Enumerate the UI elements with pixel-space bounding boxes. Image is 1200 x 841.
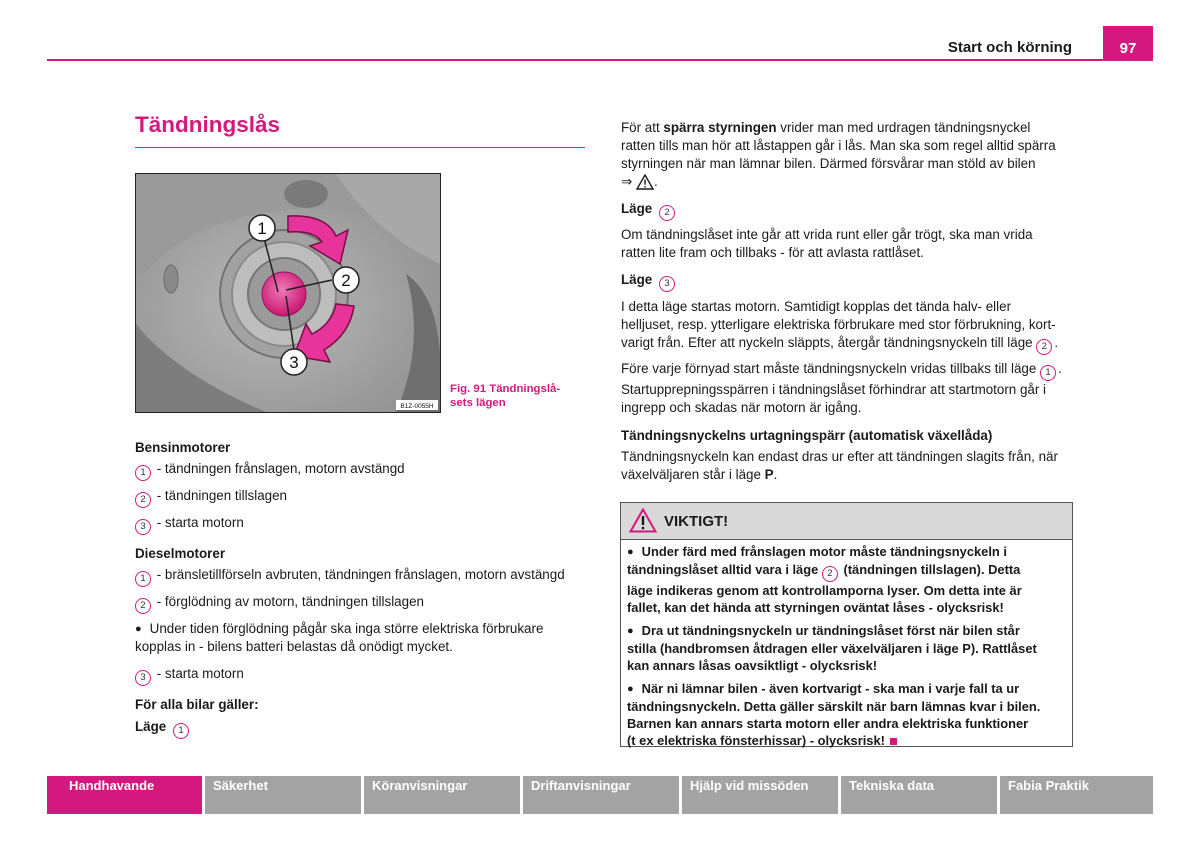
paragraph-lage-3 xyxy=(621,298,1058,355)
warning-title: VIKTIGT! xyxy=(664,513,729,530)
list-item-text: - förglödning av motorn, tändningen tillslagen xyxy=(153,594,424,609)
arrow-icon: ⇒ xyxy=(621,174,633,189)
paragraph-restart xyxy=(621,360,1062,417)
text-run: . xyxy=(1054,335,1059,350)
text-run: tändningslåset alltid vara i läge xyxy=(627,562,822,577)
header-rule xyxy=(47,59,1153,61)
list-item xyxy=(135,665,244,686)
figure-caption xyxy=(450,382,590,410)
figure-caption-line2: sets lägen xyxy=(450,397,506,409)
tab-fabia-praktik[interactable]: Fabia Praktik xyxy=(1000,776,1153,814)
text-run: växelväljaren står i läge xyxy=(621,467,765,482)
page-number-box xyxy=(1103,26,1153,61)
list-item xyxy=(135,593,424,614)
chapter-nav xyxy=(47,776,1153,814)
text-line: Startupprepningsspärren i tändningslåset förhindrar att startmotorn går i xyxy=(621,382,1047,397)
text-run-bold: spärra styrningen xyxy=(663,120,777,135)
callout-1: 1 xyxy=(257,219,267,238)
figure-caption-line1: Fig. 91 Tändningslå- xyxy=(450,383,561,395)
warning-item xyxy=(627,622,1066,674)
text-line: Dra ut tändningsnyckeln ur tändningslåset först när bilen står xyxy=(641,623,1020,638)
text-line: stilla (handbromsen åtdragen eller växelväljaren i läge P). Rattlåset xyxy=(627,641,1037,656)
section-title: Start och körning xyxy=(947,39,1072,56)
list-item-text: - starta motorn xyxy=(153,666,244,681)
key-lock-heading: Tändningsnyckelns urtagningspärr (automatisk växellåda) xyxy=(621,428,993,443)
text-line: Barnen kan annars starta motorn eller andra elektriska funktioner xyxy=(627,716,1029,731)
tab-tekniska-data[interactable]: Tekniska data xyxy=(841,776,997,814)
diesel-heading: Dieselmotorer xyxy=(135,546,226,561)
position-marker: 2 xyxy=(1036,339,1052,355)
text-line: tändningsnyckeln. Detta gäller särskilt när barn lämnas kvar i bilen. xyxy=(627,699,1041,714)
text-line: I detta läge startas motorn. Samtidigt kopplas det tända halv- eller xyxy=(621,299,1012,314)
warning-triangle-icon xyxy=(629,508,657,533)
position-marker: 1 xyxy=(135,465,151,481)
text-run: För att xyxy=(621,120,664,135)
tab-koranvisningar[interactable]: Köranvisningar xyxy=(364,776,520,814)
list-item-text: - tändningen tillslagen xyxy=(153,488,287,503)
position-marker: 1 xyxy=(173,723,189,739)
position-marker: 3 xyxy=(659,276,675,292)
list-item-text: - tändningen frånslagen, motorn avstängd xyxy=(153,461,405,476)
warning-box xyxy=(620,502,1073,747)
text-line: Om tändningslåset inte går att vrida runt eller går trögt, ska man vrida xyxy=(621,227,1033,242)
tab-handhavande[interactable]: Handhavande xyxy=(47,776,202,814)
text-run: . xyxy=(1058,361,1062,376)
warning-header xyxy=(621,503,1072,540)
text-line: helljuset, resp. ytterligare elektriska förbrukare med stor förbrukning, kort- xyxy=(621,317,1056,332)
warning-triangle-icon xyxy=(636,174,654,190)
ignition-lock-figure xyxy=(135,173,441,413)
paragraph-lage-2 xyxy=(621,226,1033,262)
text-line: ingrepp och skadas när motorn är igång. xyxy=(621,400,862,415)
position-marker: 2 xyxy=(822,566,838,582)
list-item xyxy=(135,514,244,535)
warning-body xyxy=(627,543,1066,755)
page-number: 97 xyxy=(1119,40,1137,57)
figure-code: B1Z-0055H xyxy=(400,403,434,410)
end-marker-icon xyxy=(890,738,897,745)
page-title: Tändningslås xyxy=(135,112,281,137)
text-line: ratten tills man hör att låstappen går i lås. Man ska som regel alltid spärra xyxy=(621,138,1056,153)
text-line: Tändningsnyckeln kan endast dras ur efter att tändningen slagits från, när xyxy=(621,449,1058,464)
bensin-heading: Bensinmotorer xyxy=(135,440,231,455)
warning-item xyxy=(627,680,1066,749)
position-marker: 1 xyxy=(1040,365,1056,381)
ignition-lock-illustration xyxy=(136,174,440,412)
bullet-icon: ● xyxy=(627,683,634,695)
bullet-icon: ● xyxy=(135,623,142,635)
all-cars-heading: För alla bilar gäller: xyxy=(135,697,259,712)
diesel-note xyxy=(135,620,543,656)
text-run: . xyxy=(653,174,658,189)
paragraph-key-lock xyxy=(621,448,1058,484)
position-marker: 3 xyxy=(135,670,151,686)
diesel-note-line1: Under tiden förglödning pågår ska inga större elektriska förbrukare xyxy=(149,621,544,636)
paragraph-steering-lock xyxy=(621,119,1056,191)
text-run: . xyxy=(773,467,778,482)
position-marker: 2 xyxy=(135,598,151,614)
tab-driftanvisningar[interactable]: Driftanvisningar xyxy=(523,776,679,814)
position-marker: 3 xyxy=(135,519,151,535)
text-line: styrningen när man lämnar bilen. Därmed försvårar man stöld av bilen xyxy=(621,156,1036,171)
position-marker: 2 xyxy=(135,492,151,508)
callout-3: 3 xyxy=(289,353,299,372)
tab-sakerhet[interactable]: Säkerhet xyxy=(205,776,361,814)
text-line: Under färd med frånslagen motor måste tändningsnyckeln i xyxy=(641,544,1007,559)
text-run: vrider man med urdragen tändningsnyckel xyxy=(776,120,1031,135)
lage-3-heading xyxy=(621,271,677,292)
bullet-icon: ● xyxy=(627,625,634,637)
list-item-text: - starta motorn xyxy=(153,515,244,530)
text-run: (tändningen tillslagen). Detta xyxy=(839,562,1021,577)
text-line: kan annars låsas oavsiktligt - olycksrisk! xyxy=(627,658,878,673)
diesel-note-line2: kopplas in - bilens batteri belastas då onödigt mycket. xyxy=(135,639,453,654)
position-marker: 1 xyxy=(135,571,151,587)
text-run: varigt från. Efter att nyckeln släppts, återgår tändningsnyckeln till läge xyxy=(621,335,1037,350)
warning-item xyxy=(627,543,1066,616)
callout-2: 2 xyxy=(341,271,351,290)
lage-label: Läge xyxy=(621,272,653,287)
text-line: När ni lämnar bilen - även kortvarigt - ska man i varje fall ta ur xyxy=(641,681,1020,696)
bullet-icon: ● xyxy=(627,546,634,558)
text-run: Före varje förnyad start måste tändningsnyckeln vridas tillbaks till läge xyxy=(621,361,1041,376)
text-run-bold: P xyxy=(764,467,774,482)
list-item xyxy=(135,566,565,587)
list-item xyxy=(135,487,287,508)
text-line: läge indikeras genom att kontrollamporna lyser. Om detta inte är xyxy=(627,583,1022,598)
text-line: ratten lite fram och tillbaks - för att avlasta rattlåset. xyxy=(621,245,924,260)
tab-hjalp-vid-missoden[interactable]: Hjälp vid missöden xyxy=(682,776,838,814)
title-rule xyxy=(135,147,585,148)
text-line: (t ex elektriska fönsterhissar) - olycksrisk! xyxy=(627,733,885,748)
lage-label: Läge xyxy=(135,719,167,734)
lage-1-heading xyxy=(135,718,191,739)
list-item-text: - bränsletillförseln avbruten, tändningen frånslagen, motorn avstängd xyxy=(153,567,565,582)
position-marker: 2 xyxy=(659,205,675,221)
text-line: fallet, kan det hända att styrningen oväntat låses - olycksrisk! xyxy=(627,600,1004,615)
lage-2-heading xyxy=(621,200,677,221)
lage-label: Läge xyxy=(621,201,653,216)
list-item xyxy=(135,460,405,481)
